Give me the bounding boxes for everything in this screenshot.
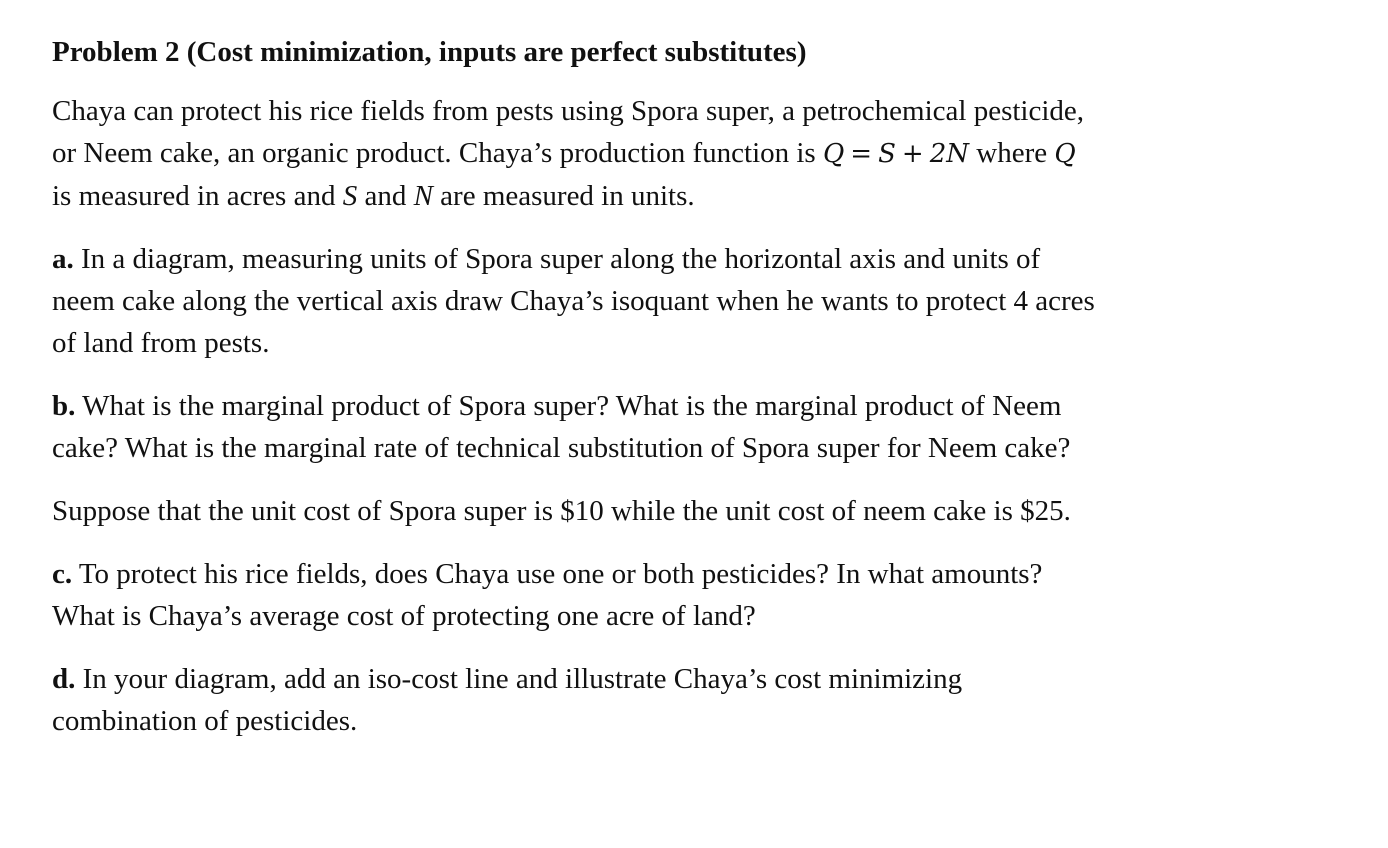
part-d-text-1: In your diagram, add an iso-cost line and illustrate Chaya’s cost minimizing — [82, 663, 963, 695]
intro-line-3 — [52, 175, 1362, 217]
intro-line-1: Chaya can protect his rice fields from pests using Spora super, a petrochemical pesticide, — [52, 95, 1085, 127]
intro-line-3-and: and — [364, 180, 407, 212]
part-b-paragraph — [52, 385, 1362, 469]
part-b-text-1: What is the marginal product of Spora super? What is the marginal product of Neem — [82, 390, 1062, 422]
formula-2n: 2N — [929, 139, 969, 169]
problem-title: Problem 2 (Cost minimization, inputs are perfect substitutes) — [52, 36, 807, 68]
formula-q: Q — [822, 139, 845, 169]
part-d-line-1 — [52, 658, 1362, 700]
part-b-label: b. — [52, 390, 76, 422]
part-d-paragraph — [52, 658, 1362, 742]
intro-line-3-n: N — [413, 180, 433, 212]
production-function-formula — [823, 139, 969, 169]
part-d-label: d. — [52, 663, 76, 695]
formula-s: S — [878, 139, 896, 169]
intro-line-3-s: S — [342, 180, 358, 212]
part-b-line-1 — [52, 385, 1362, 427]
suppose-paragraph: Suppose that the unit cost of Spora super is $10 while the unit cost of neem cake is $25. — [52, 495, 1071, 527]
part-a-line-1 — [52, 238, 1362, 280]
part-a-line-2: neem cake along the vertical axis draw Chaya’s isoquant when he wants to protect 4 acres — [52, 285, 1095, 317]
part-b-line-2: cake? What is the marginal rate of technical substitution of Spora super for Neem cake? — [52, 432, 1071, 464]
part-c-paragraph — [52, 553, 1362, 637]
intro-paragraph — [52, 90, 1362, 217]
intro-line-3-prefix: is measured in acres and — [52, 180, 336, 212]
intro-line-3-suffix: are measured in units. — [440, 180, 695, 212]
part-c-line-1 — [52, 553, 1362, 595]
part-a-paragraph — [52, 238, 1362, 364]
part-d-line-2: combination of pesticides. — [52, 705, 358, 737]
part-c-label: c. — [52, 558, 73, 590]
intro-line-2-q: Q — [1054, 139, 1076, 169]
part-c-line-2: What is Chaya’s average cost of protecting one acre of land? — [52, 600, 756, 632]
problem-document — [52, 30, 1362, 763]
intro-line-2-suffix: where — [976, 137, 1048, 169]
part-a-text-1: In a diagram, measuring units of Spora super along the horizontal axis and units of — [81, 243, 1041, 275]
part-c-text-1: To protect his rice fields, does Chaya use one or both pesticides? In what amounts? — [78, 558, 1043, 590]
formula-equals: = — [850, 139, 873, 169]
intro-line-2 — [52, 132, 1362, 175]
formula-plus: + — [901, 139, 924, 169]
part-a-line-3: of land from pests. — [52, 327, 270, 359]
part-a-label: a. — [52, 243, 74, 275]
intro-line-2-prefix: or Neem cake, an organic product. Chaya’s production function is — [52, 137, 816, 169]
